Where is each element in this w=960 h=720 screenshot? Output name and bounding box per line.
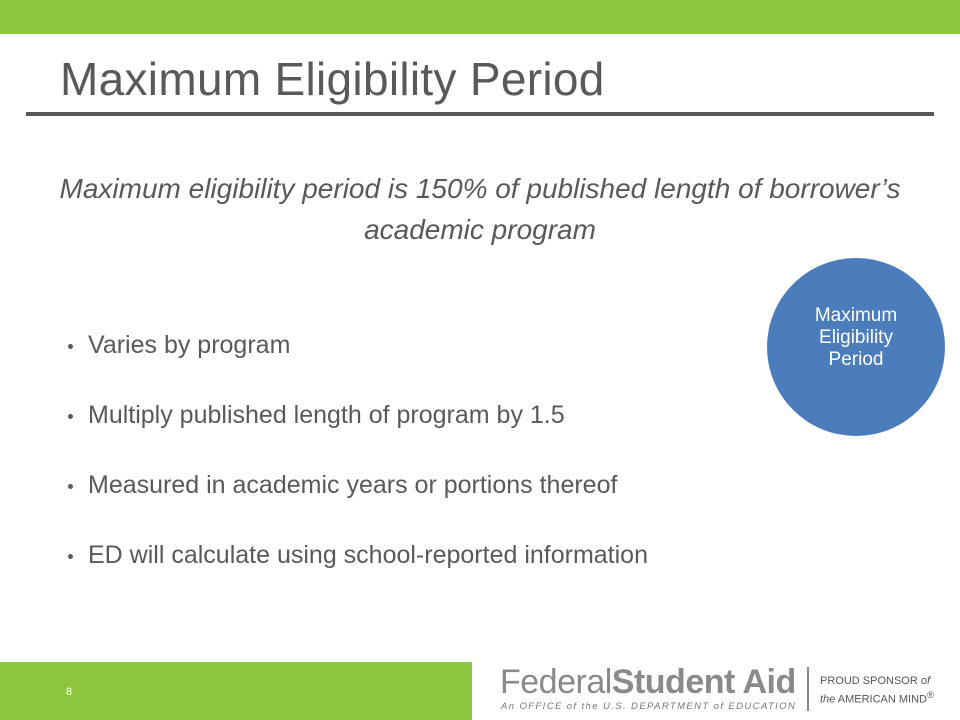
bullet-item <box>64 330 648 400</box>
bullet-text: Varies by program <box>88 331 291 359</box>
bullet-item <box>64 540 648 610</box>
federal-student-aid-logo <box>500 664 950 714</box>
bullet-dot-icon <box>68 484 73 489</box>
eligibility-circle <box>767 258 945 436</box>
logo-divider <box>807 667 809 711</box>
bullet-text: Measured in academic years or portions thereof <box>88 471 618 499</box>
slide-subtitle: Maximum eligibility period is 150% of published length of borrower’s academic program <box>59 173 901 245</box>
logo-wordmark: FederalStudent Aid <box>500 663 796 701</box>
bullet-list <box>64 330 648 610</box>
bullet-item <box>64 470 648 540</box>
slide-title: Maximum Eligibility Period <box>60 53 605 105</box>
page-number: 8 <box>66 686 73 698</box>
sponsor-text: PROUD SPONSOR of the AMERICAN MIND® <box>820 675 934 706</box>
logo-tagline: An OFFICE of the U.S. DEPARTMENT of EDUCATION <box>501 701 797 712</box>
bullet-dot-icon <box>68 414 73 419</box>
bullet-dot-icon <box>68 344 73 349</box>
bullet-text: Multiply published length of program by 1.5 <box>88 401 565 429</box>
circle-label: Maximum Eligibility Period <box>814 305 898 370</box>
top-accent-bar <box>0 0 960 34</box>
bullet-text: ED will calculate using school-reported information <box>88 541 648 569</box>
bullet-item <box>64 400 648 470</box>
title-underline <box>26 112 934 116</box>
bullet-dot-icon <box>68 554 73 559</box>
